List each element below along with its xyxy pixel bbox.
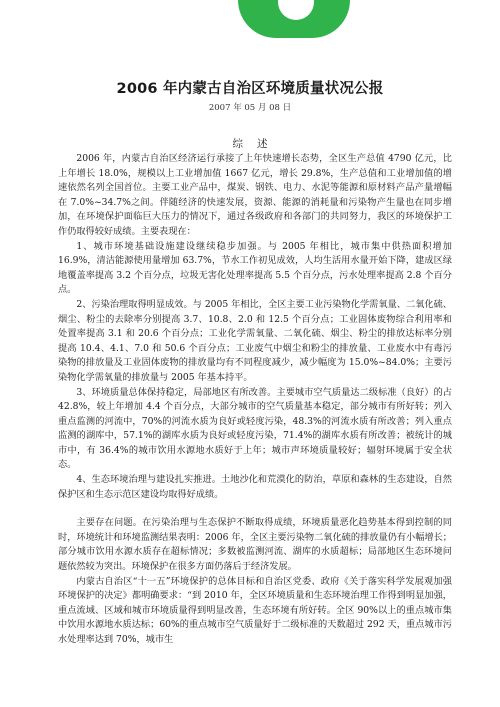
section-heading: 综述 [232, 138, 282, 150]
paragraph-intro: 2006 年，内蒙古自治区经济运行承接了上年快速增长态势，全区生产总值 4790 亿元，比上年增长 18.0%，规模以上工业增加值 1667 亿元，增长 29.8%，生产总值和工业增加值的增速依然名列全国首位。主要工业产品中，煤炭、钢铁、电力、水泥等能源和原材料产品产量增幅在 7.0%~34.7%之间。伴随经济的快速发展，资源、能源的消耗量和污染物产生量也在同步增加，在环境保护面临巨大压力的情况下，通过各级政府和各部门的共同努力，我区的环境保护工作仍取得较好成绩。主要表现在： [58, 153, 452, 237]
paragraph-problems: 主要存在问题。在污染治理与生态保护不断取得成绩，环境质量恶化趋势基本得到控制的同时，环境统计和环境监测结果表明：2006 年，全区主要污染物二氧化硫的排放量仍有小幅增长；部分城市饮用水源水质存在超标情况；多数被监测河流、湖库的水质超标；局部地区生态环境问题依然较为突出。环境保护在很多方面仍落后于经济发展。 [58, 517, 452, 573]
paragraph-item-3: 3、环境质量总体保持稳定，局部地区有所改善。主要城市空气质量达二级标准（良好）的占 42.8%，较上年增加 4.4 个百分点，大部分城市的空气质量基本稳定，部分城市有所好转；列入重点监测的河流中，70%的河流水质为良好或轻度污染，48.3%的河流水质有所改善；列入重点监测的湖库中，57.1%的湖库水质为良好或轻度污染，71.4%的湖库水质有所改善；被统计的城市中，有 36.4%的城市饮用水源地水质好于上年；城市声环境质量较好；辐射环境属于安全状态。 [58, 386, 452, 471]
paragraph-item-1: 1、城市环境基础设施建设继续稳步加强。与 2005 年相比，城市集中供热面积增加 16.9%，清洁能源使用量增加 63.7%，节水工作初见成效，人均生活用水量开始下降，建成区绿地覆盖率提高 3.2 个百分点，垃圾无害化处理率提高 5.5 个百分点，污水处理率提高 2.8 个百分点。 [58, 240, 452, 296]
paragraph-item-2: 2、污染治理取得明显成效。与 2005 年相比，全区主要工业污染物化学需氧量、二氧化硫、烟尘、粉尘的去除率分别提高 3.7、10.8、2.0 和 12.5 个百分点；工业固体废物综合利用率和处置率提高 3.1 和 20.6 个百分点；工业化学需氧量、二氧化硫、烟尘、粉尘的排放达标率分别提高 10.4、4.1、7.0 和 50.6 个百分点；工业废气中烟尘和粉尘的排放量、工业废水中有毒污染物的排放量及工业固体废物的排放量均有不同程度减少，减少幅度为 15.0%~84.0%；主要污染物化学需氧量的排放量与 2005 年基本持平。 [58, 298, 452, 383]
page-title: 2006 年内蒙古自治区环境质量状况公报 [116, 81, 384, 97]
paragraph-goals: 内蒙古自治区“十一五”环境保护的总体目标和自治区党委、政府《关于落实科学发展观加强环境保护的决定》都明确要求：“到 2010 年，全区环境质量和生态环境治理工作得到明显加强，重点流域、区域和城市环境质量得到明显改善，生态环境有所好转。全区 90%以上的重点城市集中饮用水源地水质达标；60%的重点城市空气质量好于二级标准的天数超过 292 天，重点城市污水处理率达到 70%，城市生 [58, 575, 452, 645]
publish-date: 2007 年 05 月 08 日 [208, 103, 292, 113]
paragraph-item-4: 4、生态环境治理与建设扎实推进。土地沙化和荒漠化的防治，草原和森林的生态建设，自然保护区和生态示范区建设均取得好成绩。 [58, 474, 452, 500]
article-body [58, 152, 452, 648]
site-logo [238, 0, 350, 38]
